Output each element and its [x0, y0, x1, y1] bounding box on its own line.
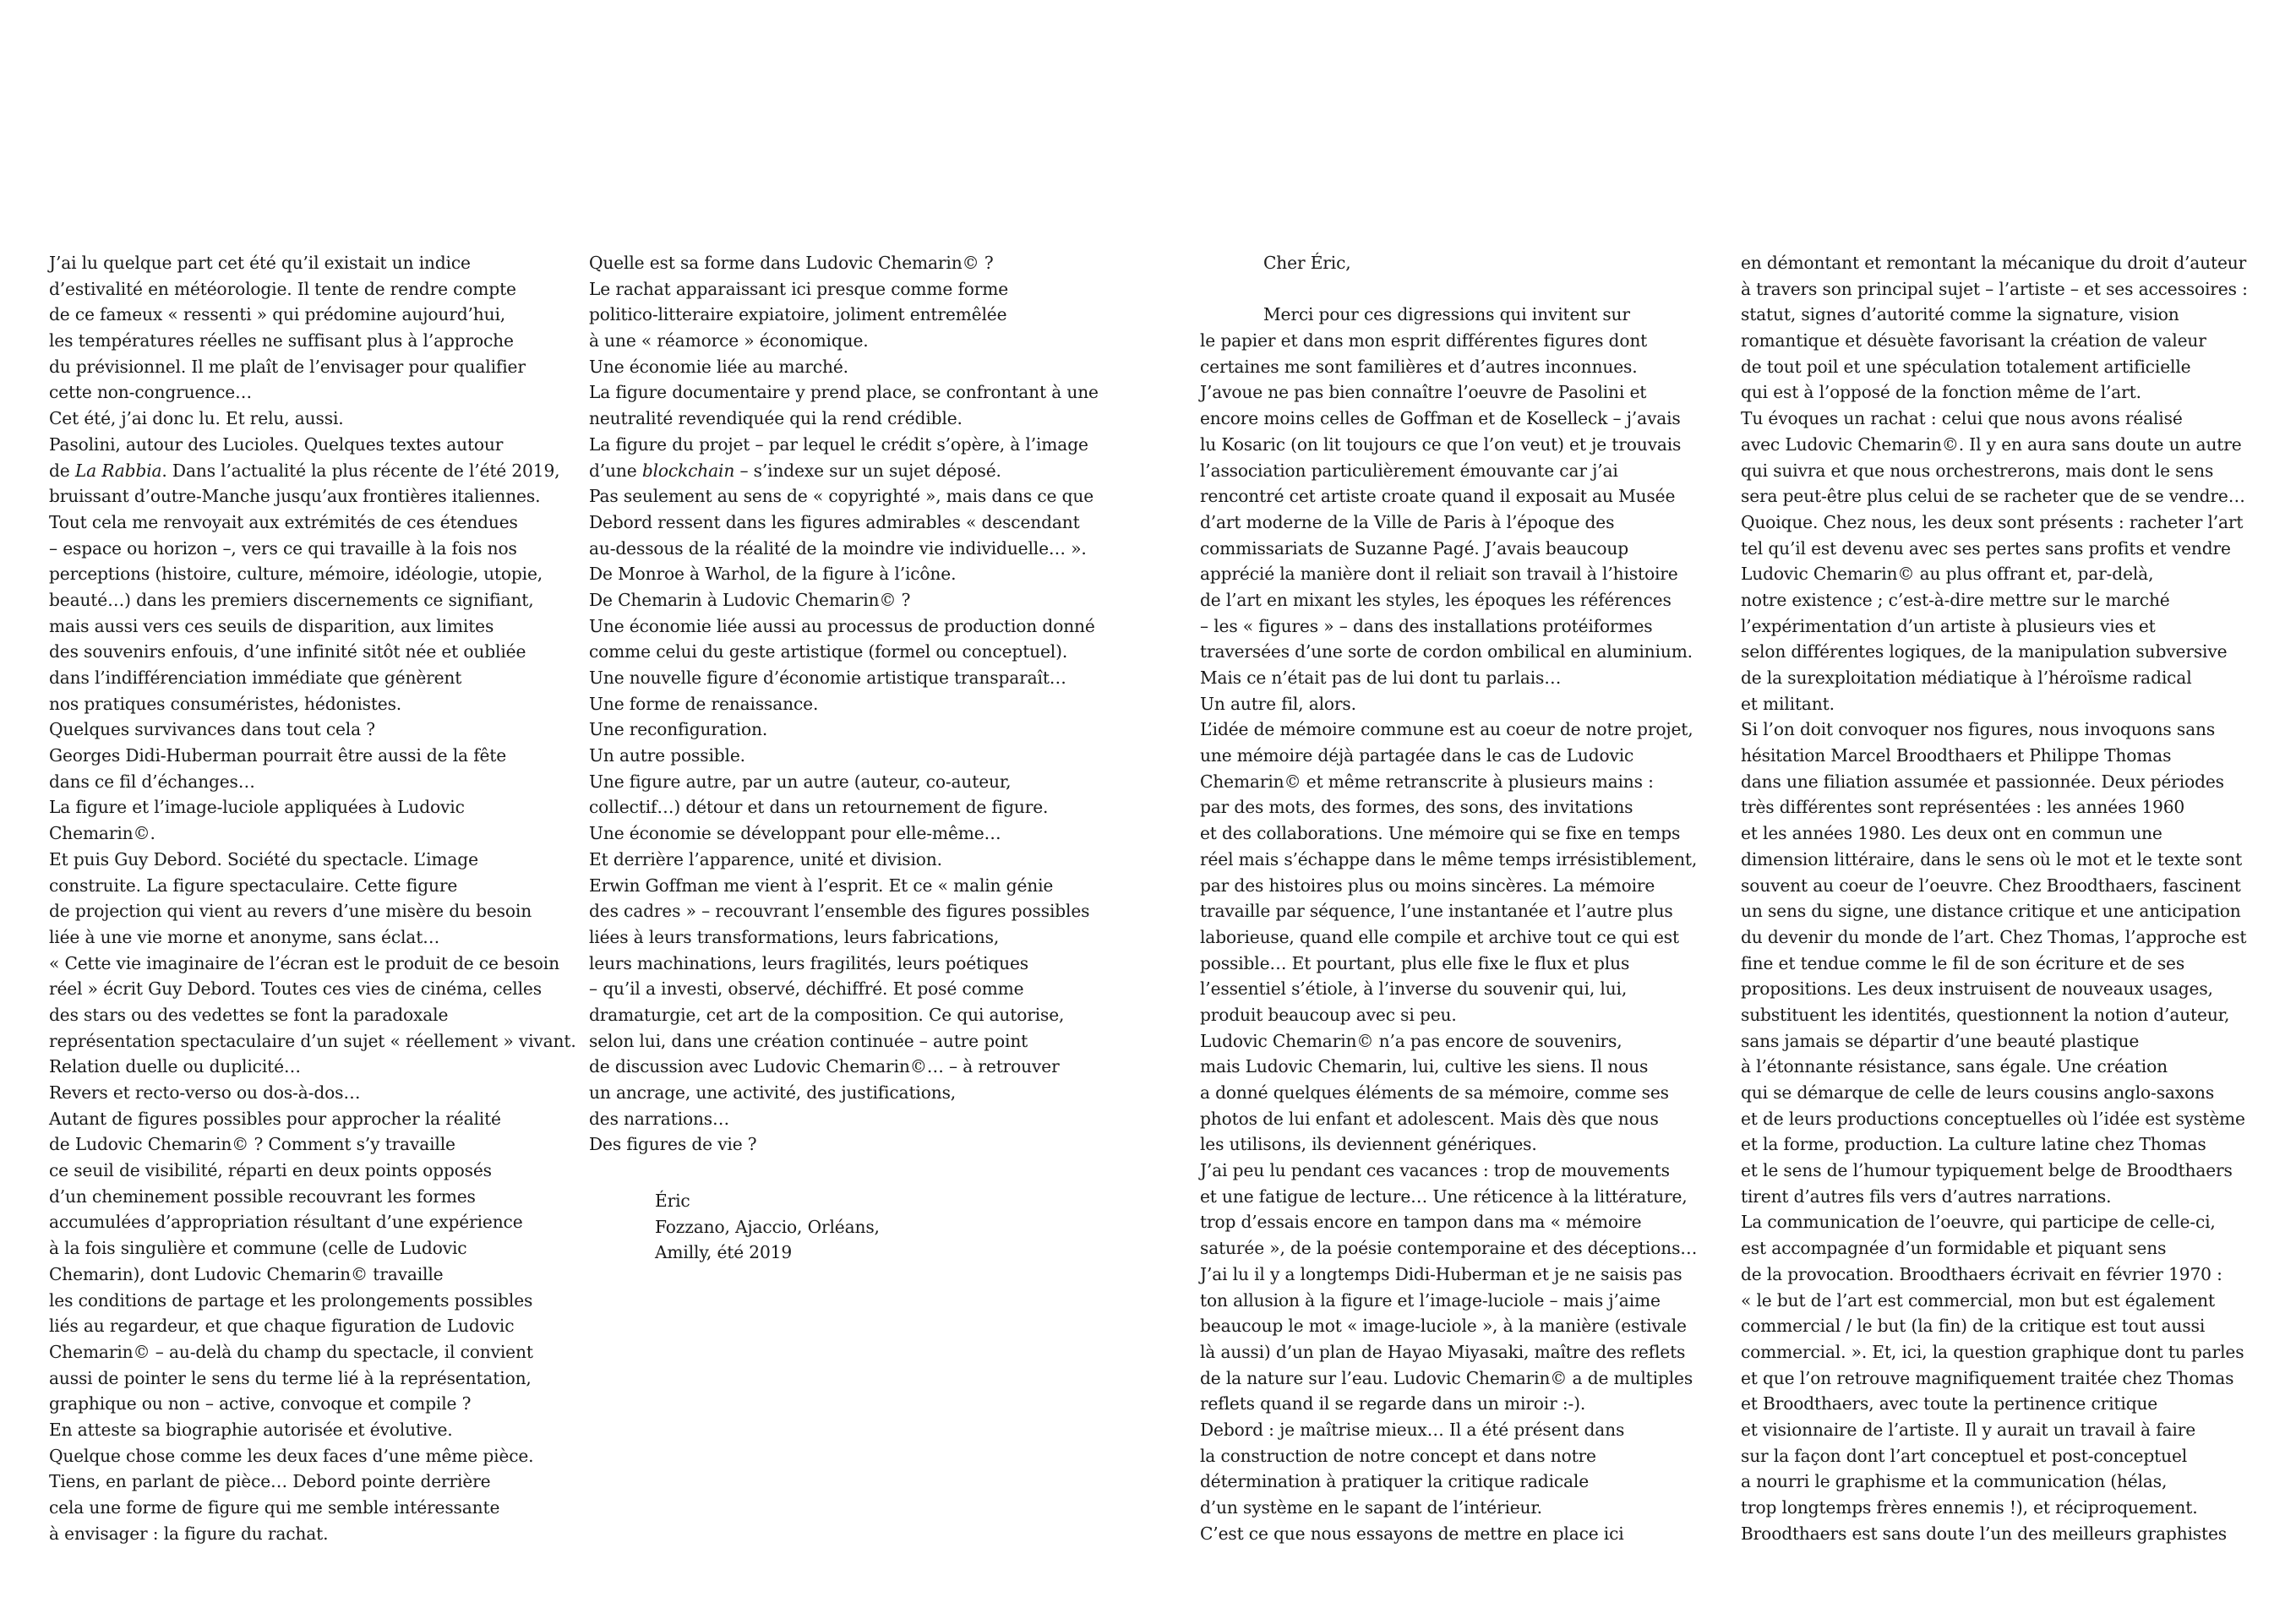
text-line: Une figure autre, par un autre (auteur, co-auteur,: [589, 771, 1012, 792]
text-line: propositions. Les deux instruisent de nouveaux usages,: [1741, 978, 2213, 1000]
italic-title: La Rabbia: [74, 460, 162, 481]
text-line: J’avoue ne pas bien connaître l’oeuvre de Pasolini et: [1200, 382, 1647, 403]
text-line: Le rachat apparaissant ici presque comme forme: [589, 278, 1009, 299]
signature-line: Fozzano, Ajaccio, Orléans,: [655, 1216, 880, 1237]
text-line: Et derrière l’apparence, unité et division.: [589, 848, 942, 869]
text-line: beauté…) dans les premiers discernements ce signifiant,: [49, 589, 534, 610]
text-line: Une économie liée aussi au processus de production donné: [589, 615, 1095, 636]
text-line: très différentes sont représentées : les années 1960: [1741, 797, 2185, 818]
text-line: de Ludovic Chemarin© ? Comment s’y travaille: [49, 1134, 455, 1155]
text-line: ton allusion à la figure et l’image-luciole – mais j’aime: [1200, 1289, 1661, 1311]
text-line: a donné quelques éléments de sa mémoire, comme ses: [1200, 1082, 1669, 1103]
text-line: lu Kosaric (on lit toujours ce que l’on veut) et je trouvais: [1200, 433, 1682, 455]
text-line: Debord ressent dans les figures admirables « descendant: [589, 511, 1080, 532]
text-line: de l’art en mixant les styles, les époques les références: [1200, 589, 1672, 610]
text-line: une mémoire déjà partagée dans le cas de Ludovic: [1200, 745, 1634, 766]
text-line: certaines me sont familières et d’autres inconnues.: [1200, 356, 1638, 377]
text-line: – espace ou horizon –, vers ce qui travaille à la fois nos: [49, 537, 517, 559]
text-line: Quelle est sa forme dans Ludovic Chemarin© ?: [589, 253, 994, 273]
text-line: réel » écrit Guy Debord. Toutes ces vies de cinéma, celles: [49, 978, 542, 1000]
text-line: le papier et dans mon esprit différentes figures dont: [1200, 330, 1648, 352]
text-line: les températures réelles ne suffisant plus à l’approche: [49, 330, 514, 352]
text-line: des souvenirs enfouis, d’une infinité sitôt née et oubliée: [49, 641, 526, 662]
text-line: beaucoup le mot « image-luciole », à la manière (estivale: [1200, 1316, 1687, 1337]
text-line: « le but de l’art est commercial, mon but est également: [1741, 1289, 2215, 1311]
text-line: reflets quand il se regarde dans un miroir :-).: [1200, 1393, 1586, 1414]
text-line: de ce fameux « ressenti » qui prédomine aujourd’hui,: [49, 304, 506, 325]
text-line: Chemarin© et même retranscrite à plusieurs mains :: [1200, 771, 1654, 792]
right-page-column-1: [1200, 250, 1697, 1546]
text-line: un ancrage, une activité, des justifications,: [589, 1082, 957, 1103]
text-line: photos de lui enfant et adolescent. Mais dès que nous: [1200, 1108, 1659, 1129]
text-line: sans jamais se départir d’une beauté plastique: [1741, 1030, 2140, 1051]
signature-line: Éric: [655, 1191, 690, 1212]
text-line: des cadres » – recouvrant l’ensemble des figures possibles: [589, 901, 1090, 922]
text-line: notre existence ; c’est-à-dire mettre sur le marché: [1741, 589, 2170, 610]
text-line: Tiens, en parlant de pièce… Debord pointe derrière: [49, 1471, 491, 1492]
text-line: à la fois singulière et commune (celle de Ludovic: [49, 1238, 467, 1259]
text-line: Une reconfiguration.: [589, 719, 768, 740]
text-line: ce seuil de visibilité, réparti en deux points opposés: [49, 1160, 492, 1181]
text-line: Debord : je maîtrise mieux… Il a été présent dans: [1200, 1419, 1625, 1440]
text-line: les utilisons, ils deviennent génériques.: [1200, 1134, 1537, 1155]
text-line: Erwin Goffman me vient à l’esprit. Et ce « malin génie: [589, 875, 1054, 896]
left-page-column-2: [589, 250, 1099, 1266]
text-line: dimension littéraire, dans le sens où le mot et le texte sont: [1741, 848, 2243, 869]
text-line: détermination à pratiquer la critique radicale: [1200, 1471, 1590, 1492]
text-line: et une fatigue de lecture… Une réticence à la littérature,: [1200, 1185, 1688, 1207]
text-line: du prévisionnel. Il me plaît de l’envisager pour qualifier: [49, 356, 526, 377]
text-line: laborieuse, quand elle compile et archive tout ce qui est: [1200, 926, 1679, 947]
text-line: d’estivalité en météorologie. Il tente de rendre compte: [49, 278, 516, 299]
text-run: de: [49, 460, 75, 481]
text-line: Quelque chose comme les deux faces d’une même pièce.: [49, 1445, 534, 1466]
text-line: un sens du signe, une distance critique et une anticipation: [1741, 901, 2241, 922]
text-line: Quoique. Chez nous, les deux sont présents : racheter l’art: [1741, 511, 2244, 532]
text-line: mais Ludovic Chemarin, lui, cultive les siens. Il nous: [1200, 1056, 1649, 1077]
text-line: En atteste sa biographie autorisée et évolutive.: [49, 1419, 453, 1440]
text-line: au-dessous de la réalité de la moindre vie individuelle… ».: [589, 537, 1087, 559]
text-line: J’ai peu lu pendant ces vacances : trop de mouvements: [1200, 1160, 1670, 1181]
text-line: dans l’indifférenciation immédiate que génèrent: [49, 668, 462, 688]
text-line: d’un système en le sapant de l’intérieur.: [1200, 1497, 1542, 1518]
text-line: de discussion avec Ludovic Chemarin©… – à retrouver: [589, 1056, 1060, 1077]
text-line: Une forme de renaissance.: [589, 693, 819, 714]
text-line: encore moins celles de Goffman et de Koselleck – j’avais: [1200, 408, 1681, 429]
paragraph-gap: [1200, 276, 1697, 303]
text-line: représentation spectaculaire d’un sujet « réellement » vivant.: [49, 1030, 576, 1051]
text-line: bruissant d’outre-Manche jusqu’aux frontières italiennes.: [49, 486, 541, 507]
text-line: Si l’on doit convoquer nos figures, nous invoquons sans: [1741, 719, 2216, 740]
text-line: rencontré cet artiste croate quand il exposait au Musée: [1200, 486, 1676, 507]
text-line: commissariats de Suzanne Pagé. J’avais beaucoup: [1200, 537, 1629, 559]
text-line: d’art moderne de la Ville de Paris à l’époque des: [1200, 511, 1615, 532]
text-line: Tu évoques un rachat : celui que nous avons réalisé: [1741, 408, 2183, 429]
text-line: selon différentes logiques, de la manipulation subversive: [1741, 641, 2228, 662]
text-line: collectif…) détour et dans un retournement de figure.: [589, 797, 1049, 818]
text-line: Merci pour ces digressions qui invitent sur: [1263, 304, 1630, 325]
text-line: J’ai lu il y a longtemps Didi-Huberman et je ne saisis pas: [1200, 1263, 1682, 1284]
text-line: Pasolini, autour des Lucioles. Quelques textes autour: [49, 433, 504, 455]
text-line: possible… Et pourtant, plus elle fixe le flux et plus: [1200, 952, 1630, 973]
text-line: La communication de l’oeuvre, qui participe de celle-ci,: [1741, 1212, 2216, 1233]
text-line: de la provocation. Broodthaers écrivait en février 1970 :: [1741, 1263, 2222, 1284]
text-line: cette non-congruence…: [49, 382, 253, 403]
text-line: Une économie se développant pour elle-même…: [589, 823, 1001, 844]
text-line: commercial. ». Et, ici, la question graphique dont tu parles: [1741, 1341, 2244, 1362]
text-line: fine et tendue comme le fil de son écriture et de ses: [1741, 952, 2185, 973]
text-line: Un autre fil, alors.: [1200, 693, 1356, 714]
text-line: produit beaucoup avec si peu.: [1200, 1004, 1457, 1025]
paragraph-gap: [589, 1158, 1099, 1188]
text-line: nos pratiques consuméristes, hédonistes.: [49, 693, 402, 714]
text-line: les conditions de partage et les prolongements possibles: [49, 1289, 533, 1311]
text-line: l’association particulièrement émouvante car j’ai: [1200, 460, 1618, 481]
text-line: – les « figures » – dans des installations protéiformes: [1200, 615, 1653, 636]
text-line: romantique et désuète favorisant la création de valeur: [1741, 330, 2206, 352]
text-line: dans ce fil d’échanges…: [49, 771, 255, 792]
text-line: a nourri le graphisme et la communication (hélas,: [1741, 1471, 2168, 1492]
text-line: De Chemarin à Ludovic Chemarin© ?: [589, 589, 911, 610]
text-line: et les années 1980. Les deux ont en commun une: [1741, 823, 2162, 844]
text-line: Des figures de vie ?: [589, 1134, 757, 1155]
text-line: qui suivra et que nous orchestrerons, mais dont le sens: [1741, 460, 2214, 481]
text-line: sur la façon dont l’art conceptuel et post-conceptuel: [1741, 1445, 2188, 1466]
text-line: neutralité revendiquée qui la rend crédible.: [589, 408, 963, 429]
text-line: Revers et recto-verso ou dos-à-dos…: [49, 1082, 361, 1103]
text-line: liés au regardeur, et que chaque figuration de Ludovic: [49, 1316, 515, 1337]
text-line: l’expérimentation d’un artiste à plusieurs vies et: [1741, 615, 2156, 636]
text-line: liée à une vie morne et anonyme, sans éclat…: [49, 926, 440, 947]
text-line: de la nature sur l’eau. Ludovic Chemarin© a de multiples: [1200, 1367, 1693, 1388]
text-line: cela une forme de figure qui me semble intéressante: [49, 1497, 500, 1518]
text-line: en démontant et remontant la mécanique du droit d’auteur: [1741, 253, 2247, 273]
text-line: mais aussi vers ces seuils de disparition, aux limites: [49, 615, 494, 636]
text-line: des stars ou des vedettes se font la paradoxale: [49, 1004, 449, 1025]
text-line: d’un cheminement possible recouvrant les formes: [49, 1185, 476, 1207]
text-line: [49, 458, 576, 484]
text-line: – qu’il a investi, observé, déchiffré. Et posé comme: [589, 978, 1024, 1000]
text-line: accumulées d’appropriation résultant d’une expérience: [49, 1212, 523, 1233]
left-page-column-1: [49, 250, 576, 1546]
text-line: des narrations…: [589, 1108, 730, 1129]
text-line: par des mots, des formes, des sons, des invitations: [1200, 797, 1633, 818]
text-line: selon lui, dans une création continuée – autre point: [589, 1030, 1028, 1051]
text-line: à l’étonnante résistance, sans égale. Une création: [1741, 1056, 2168, 1077]
text-run: d’une: [589, 460, 642, 481]
text-line: Une nouvelle figure d’économie artistique transparaît…: [589, 668, 1066, 688]
text-line: Autant de figures possibles pour approcher la réalité: [49, 1108, 501, 1129]
text-line: qui est à l’opposé de la fonction même de l’art.: [1741, 382, 2141, 403]
text-line: De Monroe à Warhol, de la figure à l’icône.: [589, 564, 957, 585]
text-line: travaille par séquence, l’une instantanée et l’autre plus: [1200, 901, 1673, 922]
text-line: Et puis Guy Debord. Société du spectacle. L’image: [49, 848, 478, 869]
text-line: tirent d’autres fils vers d’autres narrations.: [1741, 1185, 2112, 1207]
text-line: Chemarin), dont Ludovic Chemarin© travaille: [49, 1263, 444, 1284]
text-line: et militant.: [1741, 693, 1835, 714]
text-line: à travers son principal sujet – l’artiste – et ses accessoires :: [1741, 278, 2248, 299]
text-line: Une économie liée au marché.: [589, 356, 848, 377]
letter-salutation: Cher Éric,: [1263, 253, 1351, 273]
text-line: Un autre possible.: [589, 745, 745, 766]
text-line: par des histoires plus ou moins sincères. La mémoire: [1200, 875, 1655, 896]
text-line: trop longtemps frères ennemis !), et réciproquement.: [1741, 1497, 2198, 1518]
text-run: . Dans l’actualité la plus récente de l’été 2019,: [161, 460, 560, 481]
text-line: et de leurs productions conceptuelles où l’idée est système: [1741, 1108, 2245, 1129]
text-line: aussi de pointer le sens du terme lié à la représentation,: [49, 1367, 532, 1388]
text-line: Relation duelle ou duplicité…: [49, 1056, 301, 1077]
text-line: et des collaborations. Une mémoire qui se fixe en temps: [1200, 823, 1681, 844]
text-line: hésitation Marcel Broodthaers et Philippe Thomas: [1741, 745, 2172, 766]
text-line: Cet été, j’ai donc lu. Et relu, aussi.: [49, 408, 344, 429]
text-line: L’idée de mémoire commune est au coeur de notre projet,: [1200, 719, 1693, 740]
text-line: construite. La figure spectaculaire. Cette figure: [49, 875, 458, 896]
text-line: apprécié la manière dont il reliait son travail à l’histoire: [1200, 564, 1678, 585]
text-line: comme celui du geste artistique (formel ou conceptuel).: [589, 641, 1068, 662]
text-line: traversées d’une sorte de cordon ombilical en aluminium.: [1200, 641, 1693, 662]
text-line: statut, signes d’autorité comme la signature, vision: [1741, 304, 2179, 325]
text-line: Ludovic Chemarin© au plus offrant et, par-delà,: [1741, 564, 2154, 585]
text-line: sera peut-être plus celui de se racheter que de se vendre…: [1741, 486, 2245, 507]
text-line: C’est ce que nous essayons de mettre en place ici: [1200, 1523, 1624, 1544]
text-line: de tout poil et une spéculation totalement artificielle: [1741, 356, 2191, 377]
text-line: dans une filiation assumée et passionnée. Deux périodes: [1741, 771, 2224, 792]
text-line: de la surexploitation médiatique à l’héroïsme radical: [1741, 668, 2192, 688]
text-line: Quelques survivances dans tout cela ?: [49, 719, 375, 740]
text-line: Pas seulement au sens de « copyrighté », mais dans ce que: [589, 486, 1094, 507]
text-line: graphique ou non – active, convoque et compile ?: [49, 1393, 472, 1414]
signature-line: Amilly, été 2019: [655, 1242, 793, 1263]
text-line: Chemarin© – au-delà du champ du spectacle, il convient: [49, 1341, 533, 1362]
right-page-column-2: [1741, 250, 2248, 1546]
text-line: et visionnaire de l’artiste. Il y aurait un travail à faire: [1741, 1419, 2196, 1440]
text-line: perceptions (histoire, culture, mémoire, idéologie, utopie,: [49, 564, 543, 585]
text-line: qui se démarque de celle de leurs cousins anglo-saxons: [1741, 1082, 2215, 1103]
text-line: J’ai lu quelque part cet été qu’il existait un indice: [49, 253, 471, 273]
text-line: Chemarin©.: [49, 823, 155, 844]
text-line: dramaturgie, cet art de la composition. Ce qui autorise,: [589, 1004, 1065, 1025]
text-line: tel qu’il est devenu avec ses pertes sans profits et vendre: [1741, 537, 2231, 559]
text-line: La figure documentaire y prend place, se confrontant à une: [589, 382, 1099, 403]
text-line: et la forme, production. La culture latine chez Thomas: [1741, 1134, 2206, 1155]
text-line: politico-litteraire expiatoire, joliment entremêlée: [589, 304, 1007, 325]
text-line: et que l’on retrouve magnifiquement traitée chez Thomas: [1741, 1367, 2234, 1388]
text-line: substituent les identités, questionnent la notion d’auteur,: [1741, 1004, 2230, 1025]
text-line: La figure du projet – par lequel le crédit s’opère, à l’image: [589, 433, 1088, 455]
text-line: à une « réamorce » économique.: [589, 330, 869, 352]
text-line: Ludovic Chemarin© n’a pas encore de souvenirs,: [1200, 1030, 1622, 1051]
text-line: et le sens de l’humour typiquement belge de Broodthaers: [1741, 1160, 2233, 1181]
text-line: Georges Didi-Huberman pourrait être aussi de la fête: [49, 745, 507, 766]
text-line: avec Ludovic Chemarin©. Il y en aura sans doute un autre: [1741, 433, 2242, 455]
text-line: est accompagnée d’un formidable et piquant sens: [1741, 1238, 2167, 1259]
text-line: La figure et l’image-luciole appliquées à Ludovic: [49, 797, 465, 818]
text-line: là aussi) d’un plan de Hayao Miyasaki, maître des reflets: [1200, 1341, 1686, 1362]
text-line: Tout cela me renvoyait aux extrémités de ces étendues: [49, 511, 518, 532]
text-line: et Broodthaers, avec toute la pertinence critique: [1741, 1393, 2158, 1414]
text-line: de projection qui vient au revers d’une misère du besoin: [49, 901, 532, 922]
italic-title: blockchain: [641, 460, 735, 481]
text-line: du devenir du monde de l’art. Chez Thomas, l’approche est: [1741, 926, 2247, 947]
text-line: « Cette vie imaginaire de l’écran est le produit de ce besoin: [49, 952, 559, 973]
text-line: Mais ce n’était pas de lui dont tu parlais…: [1200, 668, 1562, 688]
text-line: la construction de notre concept et dans notre: [1200, 1445, 1596, 1466]
text-line: trop d’essais encore en tampon dans ma « mémoire: [1200, 1212, 1642, 1233]
text-line: saturée », de la poésie contemporaine et des déceptions…: [1200, 1238, 1698, 1259]
text-line: [589, 458, 1099, 484]
text-line: à envisager : la figure du rachat.: [49, 1523, 329, 1544]
text-line: Broodthaers est sans doute l’un des meilleurs graphistes: [1741, 1523, 2227, 1544]
text-run: – s’indexe sur un sujet déposé.: [734, 460, 1001, 481]
text-line: liées à leurs transformations, leurs fabrications,: [589, 926, 1000, 947]
text-line: leurs machinations, leurs fragilités, leurs poétiques: [589, 952, 1028, 973]
text-line: l’essentiel s’étiole, à l’inverse du souvenir qui, lui,: [1200, 978, 1628, 1000]
text-line: souvent au coeur de l’oeuvre. Chez Broodthaers, fascinent: [1741, 875, 2241, 896]
text-line: réel mais s’échappe dans le même temps irrésistiblement,: [1200, 848, 1698, 869]
text-line: commercial / le but (la fin) de la critique est tout aussi: [1741, 1316, 2206, 1337]
